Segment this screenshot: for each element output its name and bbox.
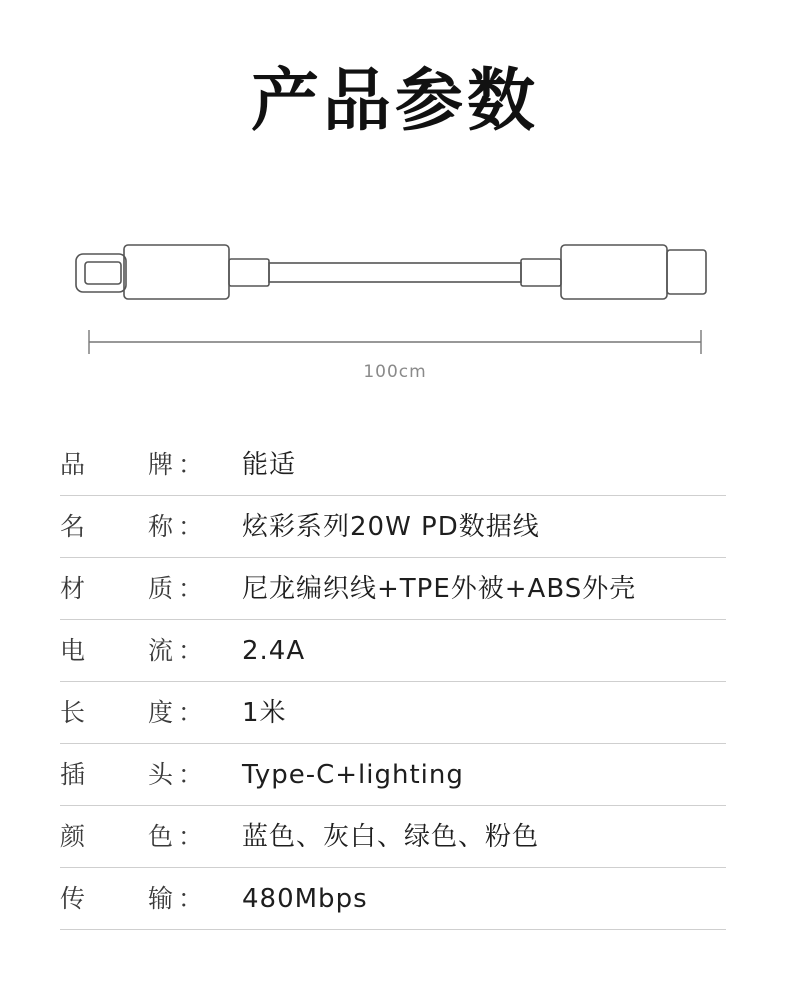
spec-value: Type-C+lighting [242,760,464,790]
spec-value: 2.4A [242,636,306,666]
usb-c-housing [561,245,667,299]
spec-value: 1米 [242,698,287,728]
cable-body [269,263,521,282]
spec-key: 品 牌 ： [60,450,204,479]
spec-row-color [60,806,726,868]
spec-value: 480Mbps [242,884,368,914]
spec-value: 能适 [242,450,297,480]
spec-key: 名 称 ： [60,512,204,541]
spec-key: 插 头 ： [60,760,204,789]
spec-key: 传 输 ： [60,884,204,913]
spec-row-transfer [60,868,726,930]
spec-row-name [60,496,726,558]
spec-row-plug [60,744,726,806]
page-title: 产品参数 [250,62,539,141]
spec-row-length [60,682,726,744]
spec-row-current [60,620,726,682]
spec-value: 尼龙编织线+TPE外被+ABS外壳 [242,574,637,604]
spec-key: 长 度 ： [60,698,204,727]
spec-key: 颜 色 ： [60,822,204,851]
usb-c-tip-icon [667,250,706,294]
lightning-tip-icon [76,254,126,292]
spec-value: 蓝色、灰白、绿色、粉色 [242,822,540,852]
length-label: 100cm [363,362,427,382]
length-dimension-line [0,320,790,360]
spec-key: 电 流 ： [60,636,204,665]
spec-row-material [60,558,726,620]
lightning-housing [124,245,229,299]
cable-illustration [0,230,790,320]
spec-row-brand [60,434,726,496]
spec-value: 炫彩系列20W PD数据线 [242,512,540,542]
spec-table [60,434,726,930]
spec-key: 材 质 ： [60,574,204,603]
